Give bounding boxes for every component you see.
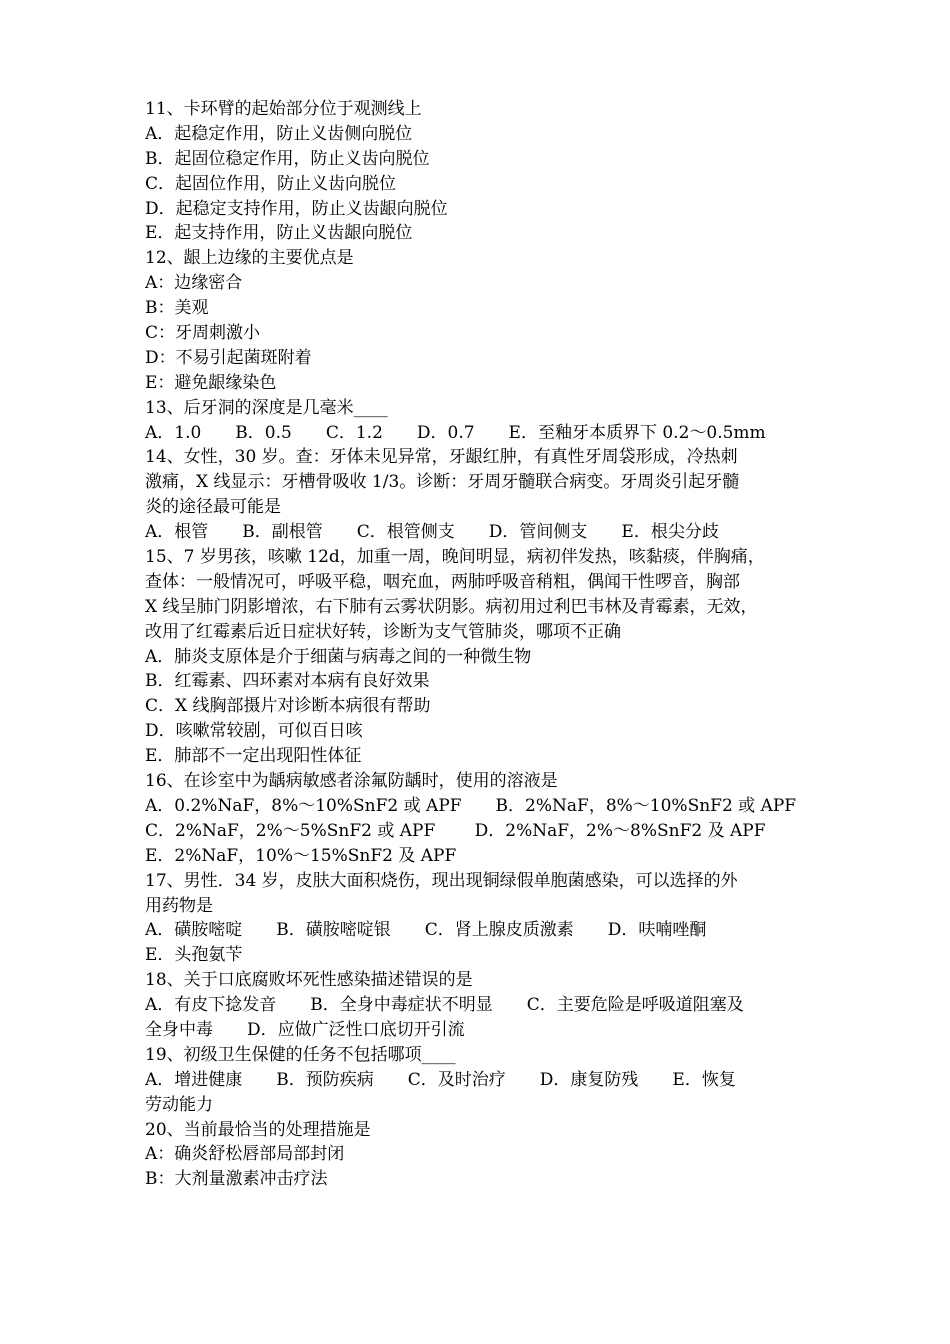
question-14-stem-line-3: 炎的途径最可能是: [145, 497, 281, 518]
question-17-stem-line-2: 用药物是: [145, 895, 213, 916]
question-17-option-e: E．头孢氨苄: [145, 945, 243, 966]
document-page: [145, 97, 810, 1192]
question-18-stem: 18、关于口底腐败坏死性感染描述错误的是: [145, 970, 473, 991]
question-17-stem-line-1: 17、男性．34 岁，皮肤大面积烧伤，现出现铜绿假单胞菌感染，可以选择的外: [145, 870, 738, 891]
question-14-stem-line-2: 激痛，X 线显示：牙槽骨吸收 1/3。诊断：牙周牙髓联合病变。牙周炎引起牙髓: [145, 472, 740, 493]
question-15-option-d: D．咳嗽常较剧，可似百日咳: [145, 721, 363, 742]
question-16-option-e: E．2%NaF，10%～15%SnF2 及 APF: [145, 845, 457, 866]
question-19-stem: 19、初级卫生保健的任务不包括哪项____: [145, 1044, 456, 1065]
question-12-stem: 12、龈上边缘的主要优点是: [145, 248, 354, 269]
question-11-option-b: B．起固位稳定作用，防止义齿向脱位: [145, 148, 430, 169]
question-15-option-e: E．肺部不一定出现阳性体征: [145, 746, 362, 767]
question-17-options-abcd: A．磺胺嘧啶 B．磺胺嘧啶银 C．肾上腺皮质激素 D．呋喃唑酮: [145, 920, 707, 941]
question-16-options-cd: C．2%NaF，2%～5%SnF2 或 APF D．2%NaF，2%～8%SnF2 及 APF: [145, 820, 766, 841]
question-14-options: A．根管 B．副根管 C．根管侧支 D．管间侧支 E．根尖分歧: [145, 522, 719, 543]
question-15-stem-line-3: X 线呈肺门阴影增浓，右下肺有云雾状阴影。病初用过利巴韦林及青霉素，无效，: [145, 596, 758, 617]
question-20-stem: 20、当前最恰当的处理措施是: [145, 1119, 371, 1140]
question-19-options-line-1: A．增进健康 B．预防疾病 C．及时治疗 D．康复防残 E．恢复: [145, 1069, 736, 1090]
question-19-options-line-2: 劳动能力: [145, 1094, 213, 1115]
question-13-stem: 13、后牙洞的深度是几毫米____: [145, 397, 388, 418]
question-11-option-a: A．起稳定作用，防止义齿侧向脱位: [145, 123, 413, 144]
question-13-options: A．1.0 B．0.5 C．1.2 D．0.7 E．至釉牙本质界下 0.2～0.5mm: [145, 422, 766, 443]
question-12-option-e: E：避免龈缘染色: [145, 372, 277, 393]
question-15-option-c: C．X 线胸部摄片对诊断本病很有帮助: [145, 696, 431, 717]
question-15-stem-line-4: 改用了红霉素后近日症状好转，诊断为支气管肺炎，哪项不正确: [145, 621, 621, 642]
question-11-option-e: E．起支持作用，防止义齿龈向脱位: [145, 223, 413, 244]
question-18-options-line-2: 全身中毒 D．应做广泛性口底切开引流: [145, 1019, 465, 1040]
question-15-option-b: B．红霉素、四环素对本病有良好效果: [145, 671, 430, 692]
question-15-stem-line-1: 15、7 岁男孩，咳嗽 12d，加重一周，晚间明显，病初伴发热，咳黏痰，伴胸痛，: [145, 547, 765, 568]
question-15-stem-line-2: 查体：一般情况可，呼吸平稳，咽充血，两肺呼吸音稍粗，偶闻干性啰音，胸部: [145, 571, 740, 592]
question-14-stem-line-1: 14、女性，30 岁。查：牙体未见异常，牙龈红肿，有真性牙周袋形成，冷热刺: [145, 447, 738, 468]
question-20-option-a: A：确炎舒松唇部局部封闭: [145, 1144, 345, 1165]
question-18-options-line-1: A．有皮下捻发音 B．全身中毒症状不明显 C．主要危险是呼吸道阻塞及: [145, 995, 744, 1016]
question-12-option-a: A：边缘密合: [145, 273, 243, 294]
question-12-option-d: D：不易引起菌斑附着: [145, 347, 312, 368]
question-16-options-ab: A．0.2%NaF，8%～10%SnF2 或 APF B．2%NaF，8%～10%SnF2 或 APF: [145, 795, 797, 816]
question-11-option-c: C．起固位作用，防止义齿向脱位: [145, 173, 397, 194]
question-20-option-b: B：大剂量激素冲击疗法: [145, 1169, 328, 1190]
question-11-stem: 11、卡环臂的起始部分位于观测线上: [145, 99, 422, 119]
question-15-option-a: A．肺炎支原体是介于细菌与病毒之间的一种微生物: [145, 646, 532, 667]
question-12-option-c: C：牙周刺激小: [145, 323, 261, 344]
question-16-stem: 16、在诊室中为龋病敏感者涂氟防龋时，使用的溶液是: [145, 771, 558, 792]
question-12-option-b: B：美观: [145, 298, 209, 319]
question-11-option-d: D．起稳定支持作用，防止义齿龈向脱位: [145, 198, 448, 219]
